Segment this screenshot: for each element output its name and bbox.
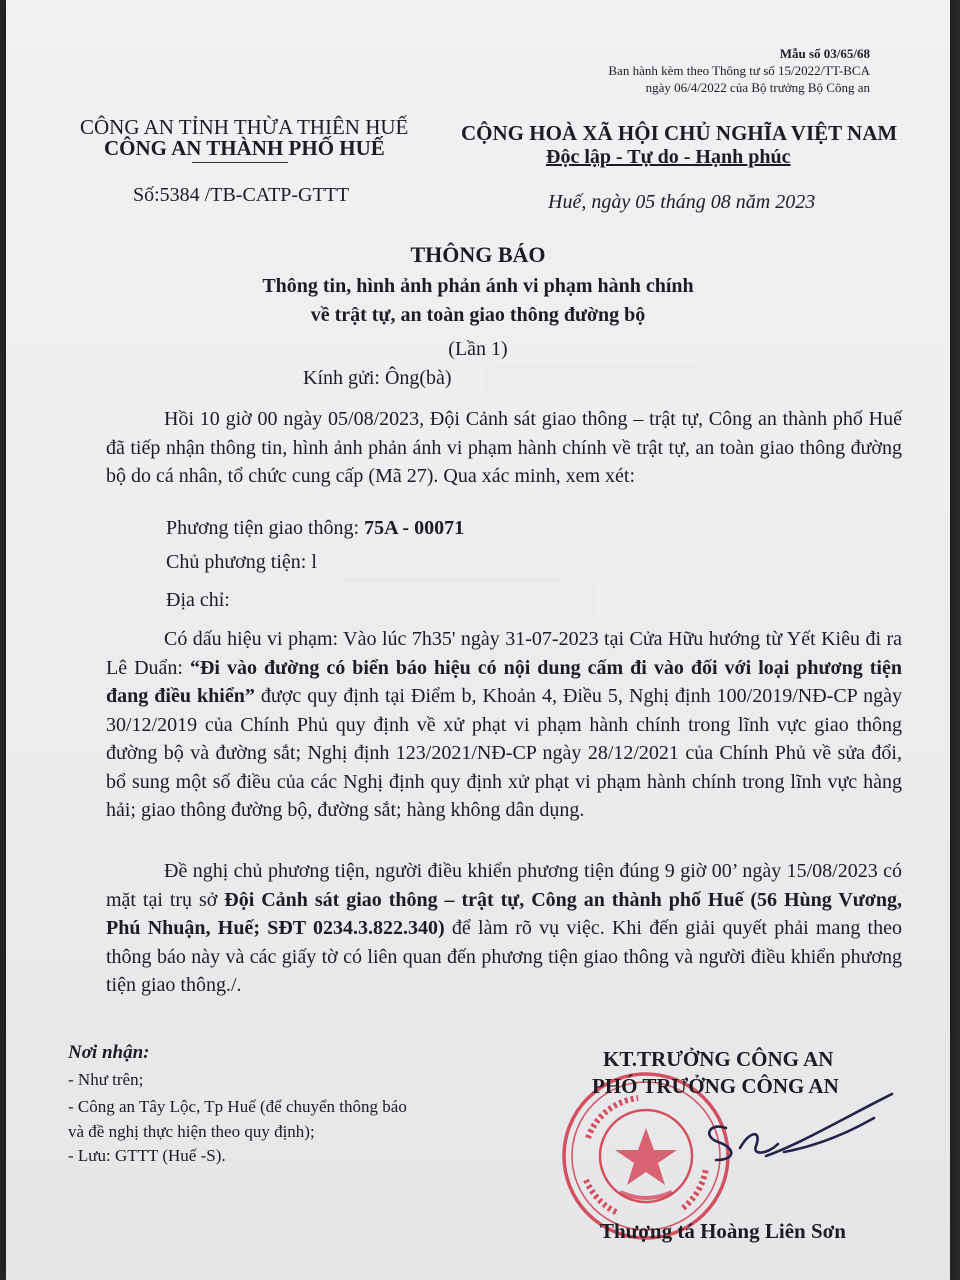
agency-parent: CÔNG AN TỈNH THỪA THIÊN HUẾ bbox=[80, 115, 409, 139]
request-office: Đội Cảnh sát giao thông – trật tự, Công an thành phố Huế (56 Hùng Vương, Phú Nhuận, Huế; SĐT 0234.3.822.340) bbox=[106, 888, 902, 939]
plate-label: Phương tiện giao thông: bbox=[166, 517, 360, 539]
document-title: THÔNG BÁO bbox=[410, 242, 546, 267]
addressee-redacted bbox=[488, 367, 698, 395]
recipient-item: - Lưu: GTTT (Huế -S). bbox=[68, 1146, 226, 1165]
title-subtitle-1: Thông tin, hình ảnh phản ánh vi phạm hành chính bbox=[262, 275, 694, 297]
signature-title-1: KT.TRƯỞNG CÔNG AN bbox=[603, 1047, 834, 1071]
recipients-heading: Nơi nhận: bbox=[68, 1042, 150, 1063]
vehicle-plate-line bbox=[166, 517, 464, 540]
intro-paragraph: Hồi 10 giờ 00 ngày 05/08/2023, Đội Cảnh sát giao thông – trật tự, Công an thành phố Huế đã tiếp nhận thông tin, hình ảnh phản ánh vi phạm hành chính về trật tự, an toàn giao thông đường bộ do cá nhân, tổ chức cung cấp (Mã 27). Qua xác minh, xem xét: bbox=[106, 408, 902, 487]
national-motto: Độc lập - Tự do - Hạnh phúc bbox=[546, 146, 791, 168]
signer-name: Thượng tá Hoàng Liên Sơn bbox=[600, 1219, 846, 1243]
signature-title-2: PHÓ TRƯỞNG CÔNG AN bbox=[592, 1074, 839, 1098]
document-number: Số:5384 /TB-CATP-GTTT bbox=[133, 184, 350, 206]
owner-value: l bbox=[311, 551, 317, 573]
address-label: Địa chỉ: bbox=[166, 589, 230, 611]
address-redacted bbox=[238, 581, 592, 619]
request-part2: để làm rõ vụ việc. Khi đến giải quyết phải mang theo thông báo này và các giấy tờ có liên quan đến phương tiện giao thông và người điều khiển phương tiện giao thông./. bbox=[106, 917, 902, 996]
plate-number: 75A - 00071 bbox=[364, 517, 465, 539]
country-name: CỘNG HOÀ XÃ HỘI CHỦ NGHĨA VIỆT NAM bbox=[461, 121, 898, 145]
owner-redacted bbox=[348, 551, 562, 579]
request-part1: Đề nghị chủ phương tiện, người điều khiển phương tiện đúng 9 giờ 00’ ngày 15/08/2023 có mặt tại trụ sở bbox=[106, 860, 902, 911]
form-issued-with: Ban hành kèm theo Thông tư số 15/2022/TT-BCA bbox=[608, 63, 870, 78]
owner-line bbox=[166, 551, 317, 574]
violation-offense: “Đi vào đường có biển báo hiệu có nội dung cấm đi vào đối với loại phương tiện đang điều khiển” bbox=[106, 656, 902, 707]
recipient-item: và đề nghị thực hiện theo quy định); bbox=[68, 1122, 315, 1141]
violation-paragraph bbox=[106, 625, 902, 825]
owner-label: Chủ phương tiện: bbox=[166, 551, 307, 573]
round-number: (Lần 1) bbox=[448, 338, 508, 360]
recipient-item: - Như trên; bbox=[68, 1070, 144, 1089]
place-date: Huế, ngày 05 tháng 08 năm 2023 bbox=[548, 191, 816, 213]
agency-underline bbox=[192, 162, 288, 163]
violation-legal: được quy định tại Điểm b, Khoản 4, Điều 5, Nghị định 100/2019/NĐ-CP ngày 30/12/2019 của Chính Phủ quy định về xử phạt vi phạm hành chính trong lĩnh vực giao thông đường bộ và đường sắt; Nghị định 123/2021/NĐ-CP ngày 28/12/2021 của Chính Phủ về sửa đổi, bổ sung một số điều của các Nghị định quy định xử phạt vi phạm hành chính trong lĩnh vực hàng hải; giao thông đường bộ, đường sắt; hàng không dân dụng. bbox=[106, 685, 902, 821]
title-subtitle-2: về trật tự, an toàn giao thông đường bộ bbox=[310, 304, 646, 326]
address-line bbox=[166, 589, 230, 612]
recipient-item: - Công an Tây Lộc, Tp Huế (để chuyển thông báo bbox=[68, 1097, 407, 1116]
agency-name: CÔNG AN THÀNH PHỐ HUẾ bbox=[104, 136, 385, 160]
form-number: Mẫu số 03/65/68 bbox=[779, 46, 870, 61]
form-issued-date: ngày 06/4/2022 của Bộ trưởng Bộ Công an bbox=[645, 80, 870, 95]
addressee-label: Kính gửi: Ông(bà) bbox=[303, 367, 452, 389]
violation-lead: Có dấu hiệu vi phạm: Vào lúc 7h35' ngày 31-07-2023 tại Cửa Hữu hướng từ Yết Kiêu đi ra Lê Duẩn: bbox=[106, 628, 902, 679]
document-page bbox=[6, 0, 950, 1280]
request-paragraph bbox=[106, 857, 902, 1000]
handwritten-signature bbox=[696, 1090, 906, 1180]
